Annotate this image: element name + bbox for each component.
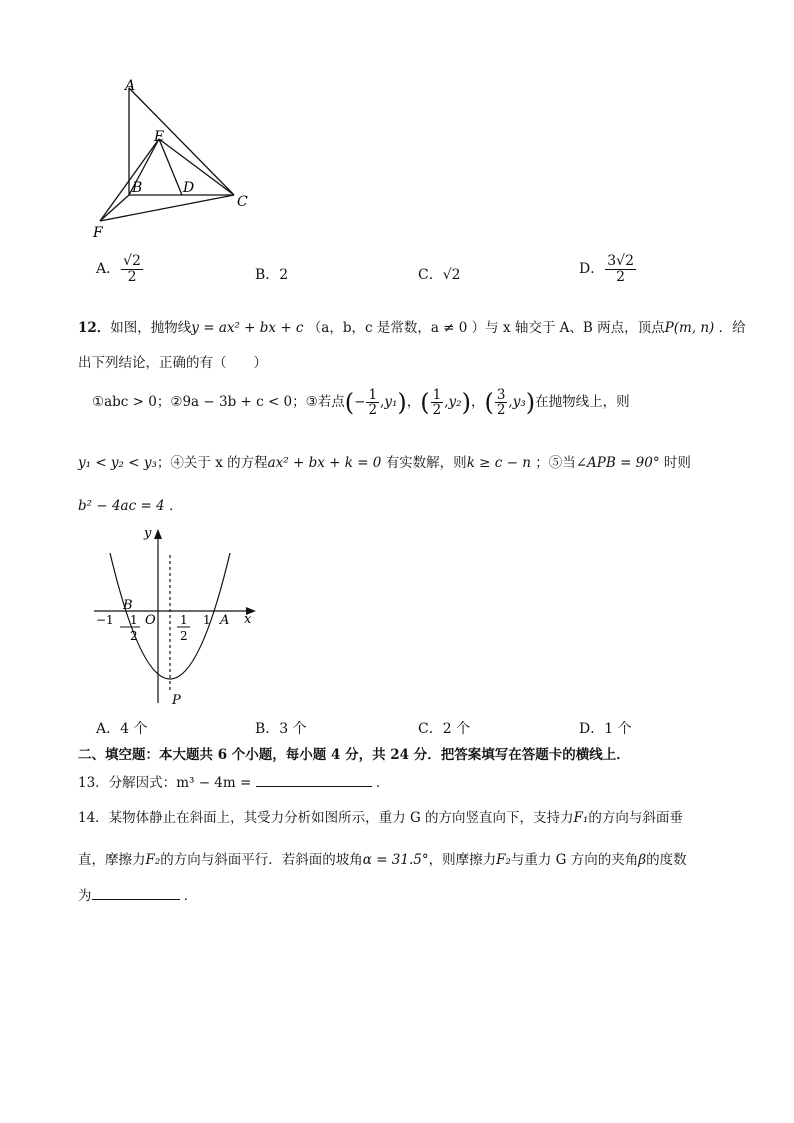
label-D: D — [183, 180, 195, 196]
q12-line4: y₁ < y₂ < y₃；④关于 x 的方程ax² + bx + k = 0 有实数解，则k ≥ c − n ；⑤当∠APB = 90° 时则 — [78, 455, 691, 471]
q11-option-a[interactable]: A． $\frac{√2}{2}$ — [96, 253, 141, 285]
q12-option-c[interactable]: C．2 个 — [418, 721, 471, 737]
tick-half-den: 2 — [180, 629, 188, 643]
tick-half-num: 1 — [180, 613, 188, 627]
q14-line3: 为 ． — [78, 888, 198, 904]
q12-line2: 出下列结论，正确的有（ ） — [78, 355, 267, 371]
q12-option-d[interactable]: D．1 个 — [579, 721, 632, 737]
origin-label: O — [145, 613, 156, 628]
q14-answer-blank[interactable] — [92, 898, 180, 900]
q12-option-b[interactable]: B．3 个 — [255, 721, 307, 737]
label-E: E — [154, 129, 165, 145]
point-B-label: B — [123, 598, 133, 613]
x-axis-label: x — [244, 612, 252, 627]
point-P-label: P — [172, 693, 181, 708]
q12-line1: 12．如图，抛物线y = ax² + bx + c （a，b，c 是常数，a ≠ 0 ）与 x 轴交于 A、B 两点，顶点P(m, n) ．给 — [78, 320, 746, 336]
label-F: F — [93, 225, 103, 241]
q11-option-b[interactable]: B．2 — [255, 267, 289, 283]
label-B: B — [132, 180, 143, 196]
q13-answer-blank[interactable] — [256, 785, 372, 787]
section-heading: 二、填空题：本大题共 6 个小题，每小题 4 分，共 24 分．把答案填写在答题卡的横线上． — [78, 747, 630, 763]
q13: 13．分解因式：m³ − 4m = ． — [78, 775, 390, 791]
point-A-label: A — [220, 613, 230, 628]
q14-line2: 直，摩擦力F₂的方向与斜面平行．若斜面的坡角α = 31.5°，则摩擦力F₂与重力 G 方向的夹角β的度数 — [78, 852, 687, 868]
q11-option-d[interactable]: D． $\frac{3√2}{2}$ — [579, 253, 634, 285]
tick-neg-half-num: 1 — [130, 613, 138, 627]
q12-line3: ①abc > 0；②9a − 3b + c < 0；③若点(− $\frac{1}{2}$ ,y₁)，( $\frac{1}{2}$ ,y₂)，( $\frac{3}{2}$ ,y₃)在抛物线上，则 — [92, 387, 630, 419]
tick-neg-half-den: 2 — [130, 629, 138, 643]
q14-line1: 14．某物体静止在斜面上，其受力分析如图所示，重力 G 的方向竖直向下，支持力F₁的方向与斜面垂 — [78, 810, 683, 826]
label-A: A — [125, 78, 136, 94]
tick-neg1: −1 — [96, 613, 114, 627]
q12-option-a[interactable]: A．4 个 — [96, 721, 148, 737]
parabola-figure — [88, 525, 263, 710]
q11-option-c[interactable]: C．√2 — [418, 267, 461, 283]
q12-line5: b² − 4ac = 4 ． — [78, 498, 183, 514]
tick-1: 1 — [203, 613, 211, 627]
triangle-figure — [88, 74, 258, 242]
y-axis-label: y — [144, 526, 152, 541]
label-C: C — [237, 194, 248, 210]
